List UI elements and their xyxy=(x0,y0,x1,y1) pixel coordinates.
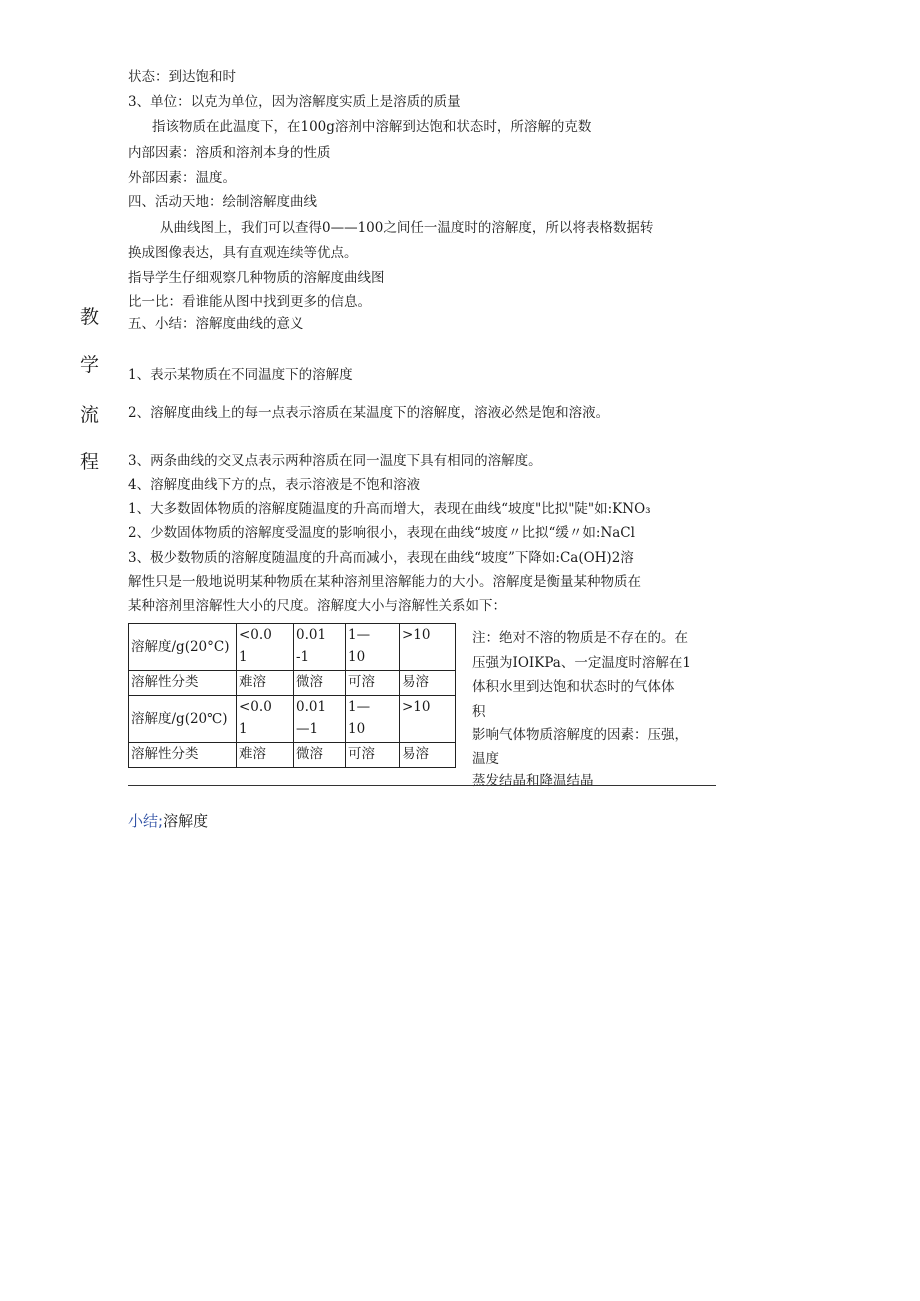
table-cell: >10 xyxy=(400,624,456,671)
solubility-table xyxy=(128,623,456,768)
table-row xyxy=(129,743,456,768)
text-line: 1、表示某物质在不同温度下的溶解度 xyxy=(128,367,353,383)
text-line: 状态：到达饱和时 xyxy=(128,69,236,85)
table-cell: 1— 10 xyxy=(346,696,400,743)
text-line: 3、单位：以克为单位，因为溶解度实质上是溶质的质量 xyxy=(128,94,461,110)
table-cell: 1— 10 xyxy=(346,624,400,671)
text-line: 2、溶解度曲线上的每一点表示溶质在某温度下的溶解度，溶液必然是饱和溶液。 xyxy=(128,405,610,421)
summary-label: 小结; xyxy=(128,812,164,830)
table-cell: 溶解度/g(20℃) xyxy=(129,696,237,743)
table-cell: 难溶 xyxy=(237,671,294,696)
text-line: 指导学生仔细观察几种物质的溶解度曲线图 xyxy=(128,270,385,286)
note-line: 体积水里到达饱和状态时的气体体 xyxy=(472,679,675,695)
text-line: 五、小结：溶解度曲线的意义 xyxy=(128,316,304,332)
divider xyxy=(128,785,716,786)
table-cell: 难溶 xyxy=(237,743,294,768)
side-title-char: 流 xyxy=(80,404,100,426)
text-line: 1、大多数固体物质的溶解度随温度的升高而增大，表现在曲线“坡度"比拟"陡"如:KNO₃ xyxy=(128,501,651,517)
note-line: 积 xyxy=(472,704,486,720)
side-title-char: 程 xyxy=(80,451,100,473)
side-title-char: 学 xyxy=(80,354,100,376)
table-row xyxy=(129,696,456,743)
table-cell: 0.01 —1 xyxy=(294,696,346,743)
text-line: 指该物质在此温度下，在100g溶剂中溶解到达饱和状态时，所溶解的克数 xyxy=(152,119,592,135)
note-line: 蒸发结晶和降温结晶 xyxy=(472,773,594,789)
text-line: 3、两条曲线的交叉点表示两种溶质在同一温度下具有相同的溶解度。 xyxy=(128,453,542,469)
text-line: 从曲线图上，我们可以查得0——100之间任一温度时的溶解度，所以将表格数据转 xyxy=(160,220,654,236)
text-line: 内部因素：溶质和溶剂本身的性质 xyxy=(128,145,331,161)
note-line: 影响气体物质溶解度的因素：压强， xyxy=(472,727,688,743)
table-cell: 0.01 -1 xyxy=(294,624,346,671)
note-line: 温度 xyxy=(472,751,499,767)
text-line: 换成图像表达，具有直观连续等优点。 xyxy=(128,245,358,261)
table-row xyxy=(129,671,456,696)
text-line: 2、少数固体物质的溶解度受温度的影响很小，表现在曲线“坡度〃比拟“缓〃如:NaCl xyxy=(128,525,635,541)
text-line: 四、活动天地：绘制溶解度曲线 xyxy=(128,194,317,210)
table-cell: >10 xyxy=(400,696,456,743)
note-line: 注：绝对不溶的物质是不存在的。在 xyxy=(472,630,688,646)
table-cell: <0.0 1 xyxy=(237,696,294,743)
text-line: 某种溶剂里溶解性大小的尺度。溶解度大小与溶解性关系如下： xyxy=(128,598,506,614)
table-cell: 微溶 xyxy=(294,671,346,696)
summary-text: 溶解度 xyxy=(163,812,209,830)
table-cell: <0.0 1 xyxy=(237,624,294,671)
table-cell: 溶解性分类 xyxy=(129,671,237,696)
table-cell: 溶解度/g(20°C) xyxy=(129,624,237,671)
text-line: 比一比：看谁能从图中找到更多的信息。 xyxy=(128,294,371,310)
side-title-char: 教 xyxy=(80,306,100,328)
table-row xyxy=(129,624,456,671)
summary-footer xyxy=(128,810,208,831)
note-line: 压强为IOIKPa、一定温度时溶解在1 xyxy=(472,655,691,671)
table-cell: 溶解性分类 xyxy=(129,743,237,768)
table-cell: 可溶 xyxy=(346,743,400,768)
text-line: 4、溶解度曲线下方的点，表示溶液是不饱和溶液 xyxy=(128,477,421,493)
text-line: 解性只是一般地说明某种物质在某种溶剂里溶解能力的大小。溶解度是衡量某种物质在 xyxy=(128,574,641,590)
text-line: 外部因素：温度。 xyxy=(128,170,236,186)
table-cell: 易溶 xyxy=(400,743,456,768)
text-line: 3、极少数物质的溶解度随温度的升高而减小，表现在曲线“坡度”下降如:Ca(OH)2溶 xyxy=(128,550,634,566)
table-cell: 微溶 xyxy=(294,743,346,768)
table-cell: 易溶 xyxy=(400,671,456,696)
table-cell: 可溶 xyxy=(346,671,400,696)
